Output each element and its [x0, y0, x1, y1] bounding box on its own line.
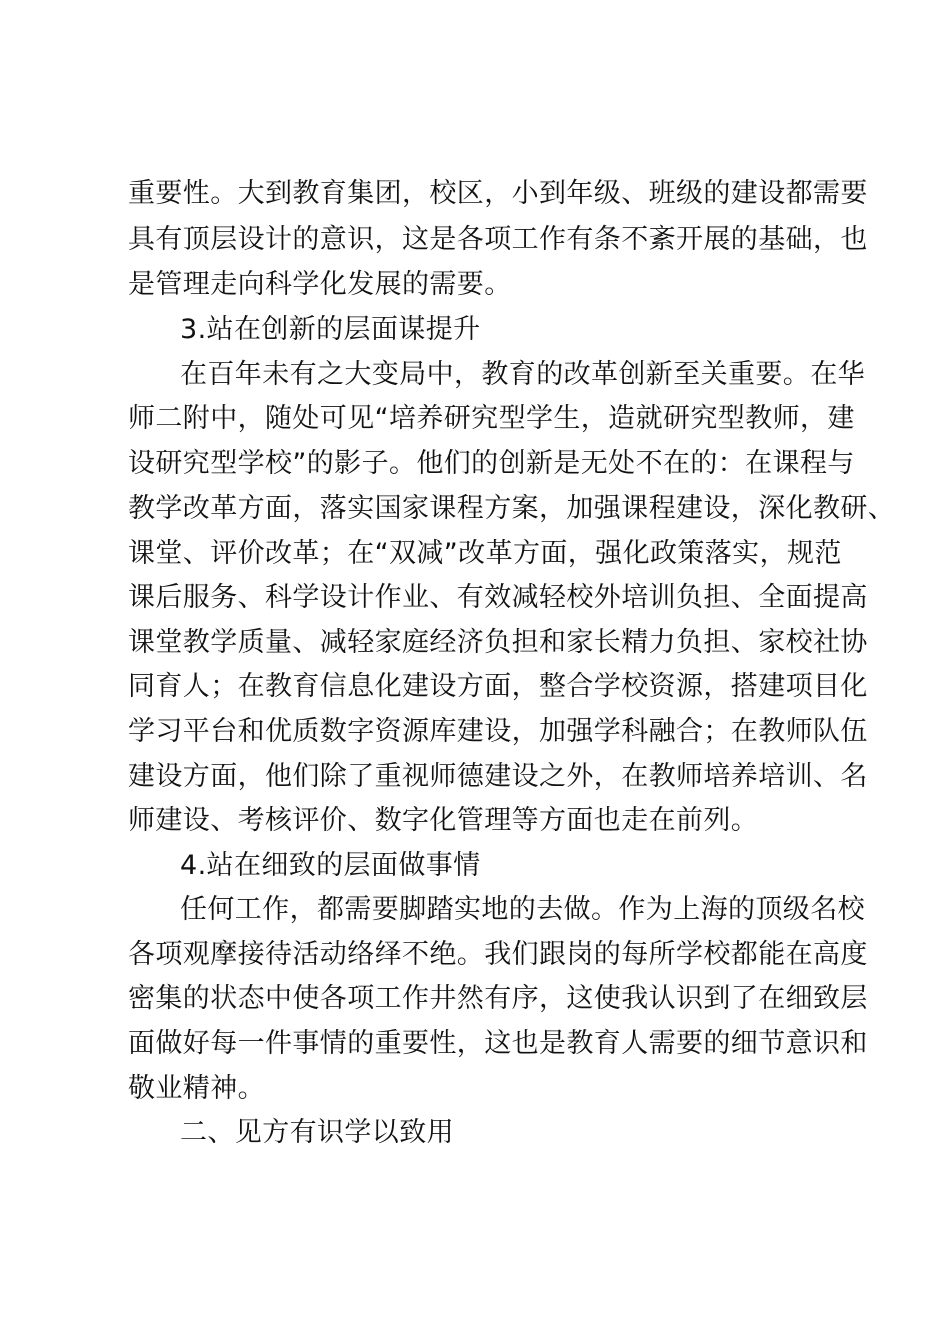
paragraph-line: 设研究型学校”的影子。他们的创新是无处不在的：在课程与: [128, 448, 855, 479]
paragraph-line: 各项观摩接待活动络绎不绝。我们跟岗的每所学校都能在高度: [128, 939, 868, 970]
paragraph-line: 任何工作，都需要脚踏实地的去做。作为上海的顶级名校: [180, 894, 865, 925]
paragraph-line: 课堂教学质量、减轻家庭经济负担和家长精力负担、家校社协: [128, 627, 868, 658]
paragraph-line: 在百年未有之大变局中，教育的改革创新至关重要。在华: [180, 359, 865, 390]
paragraph-line: 具有顶层设计的意识，这是各项工作有条不紊开展的基础，也: [128, 224, 868, 255]
section-heading: 3.站在创新的层面谋提升: [180, 314, 481, 345]
paragraph-line: 课后服务、科学设计作业、有效减轻校外培训负担、全面提高: [128, 582, 868, 613]
paragraph-line: 师二附中，随处可见“培养研究型学生，造就研究型教师，建: [128, 403, 855, 434]
paragraph-line: 教学改革方面，落实国家课程方案，加强课程建设，深化教研、: [128, 493, 896, 524]
paragraph-line: 建设方面，他们除了重视师德建设之外，在教师培养培训、名: [128, 761, 868, 792]
paragraph-line: 面做好每一件事情的重要性，这也是教育人需要的细节意识和: [128, 1028, 868, 1059]
paragraph-line: 同育人；在教育信息化建设方面，整合学校资源，搭建项目化: [128, 671, 868, 702]
paragraph-line: 密集的状态中使各项工作井然有序，这使我认识到了在细致层: [128, 983, 868, 1014]
paragraph-line: 师建设、考核评价、数字化管理等方面也走在前列。: [128, 805, 759, 836]
paragraph-line: 是管理走向科学化发展的需要。: [128, 269, 512, 300]
paragraph-line: 敬业精神。: [128, 1073, 265, 1104]
paragraph-line: 课堂、评价改革；在“双减”改革方面，强化政策落实，规范: [128, 538, 842, 569]
paragraph-line: 重要性。大到教育集团，校区，小到年级、班级的建设都需要: [128, 178, 868, 209]
paragraph-line: 学习平台和优质数字资源库建设，加强学科融合；在教师队伍: [128, 716, 868, 747]
section-heading: 4.站在细致的层面做事情: [180, 850, 481, 881]
section-heading: 二、见方有识学以致用: [180, 1117, 454, 1148]
